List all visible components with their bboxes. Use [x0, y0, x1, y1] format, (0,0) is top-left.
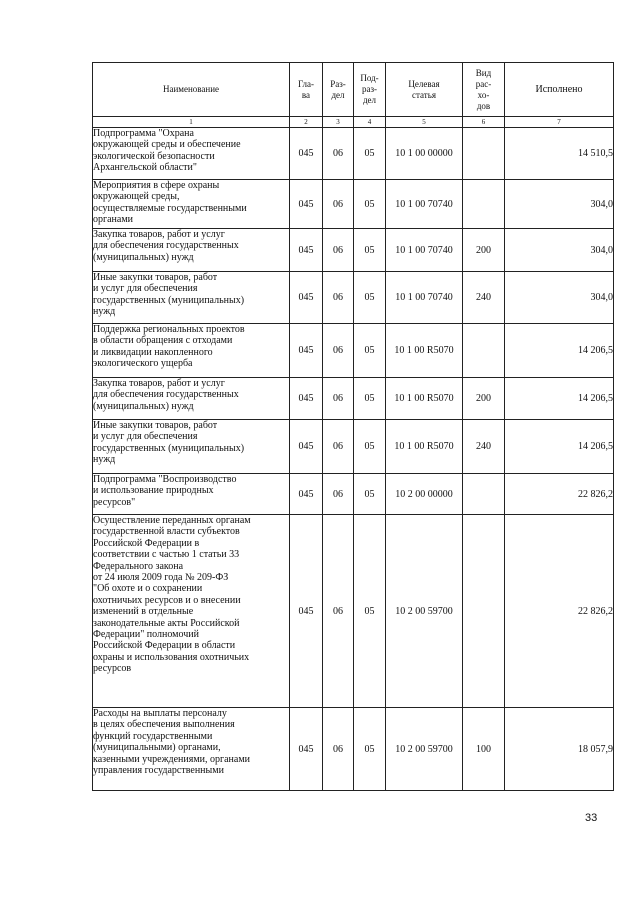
row-celevaya: 10 1 00 70740: [386, 272, 463, 324]
row-vid: [463, 515, 505, 708]
budget-table: [92, 62, 614, 791]
row-razdel: 06: [323, 128, 354, 180]
table-row: [93, 515, 614, 708]
row-glava: 045: [290, 515, 323, 708]
row-name: Закупка товаров, работ и услуг для обеспечения государственных (муниципальных) нужд: [93, 378, 290, 420]
header-ispolneno: Исполнено: [505, 63, 614, 117]
row-razdel: 06: [323, 708, 354, 791]
row-razdel: 06: [323, 180, 354, 229]
row-podrazdel: 05: [354, 180, 386, 229]
row-celevaya: 10 1 00 70740: [386, 180, 463, 229]
header-vid: Вид рас- хо- дов: [463, 63, 505, 117]
row-razdel: 06: [323, 474, 354, 515]
row-razdel: 06: [323, 229, 354, 272]
header-row: [93, 63, 614, 117]
row-vid: [463, 128, 505, 180]
row-vid: 240: [463, 420, 505, 474]
row-glava: 045: [290, 229, 323, 272]
row-ispolneno: 304,0: [505, 180, 614, 229]
row-razdel: 06: [323, 324, 354, 378]
row-name: Подпрограмма "Охрана окружающей среды и обеспечение экологической безопасности Архангельской области": [93, 128, 290, 180]
row-ispolneno: 22 826,2: [505, 515, 614, 708]
header-podrazdel: Под- раз- дел: [354, 63, 386, 117]
row-glava: 045: [290, 128, 323, 180]
row-razdel: 06: [323, 420, 354, 474]
row-celevaya: 10 2 00 00000: [386, 474, 463, 515]
row-razdel: 06: [323, 272, 354, 324]
column-number: 1: [93, 117, 290, 128]
row-glava: 045: [290, 420, 323, 474]
column-number: 3: [323, 117, 354, 128]
header-glava: Гла- ва: [290, 63, 323, 117]
row-glava: 045: [290, 272, 323, 324]
column-number: 6: [463, 117, 505, 128]
table-row: [93, 708, 614, 791]
row-podrazdel: 05: [354, 272, 386, 324]
row-podrazdel: 05: [354, 708, 386, 791]
row-vid: 200: [463, 229, 505, 272]
row-celevaya: 10 1 00 R5070: [386, 420, 463, 474]
header-razdel: Раз- дел: [323, 63, 354, 117]
row-celevaya: 10 1 00 00000: [386, 128, 463, 180]
table-row: [93, 420, 614, 474]
row-ispolneno: 14 510,5: [505, 128, 614, 180]
table-row: [93, 128, 614, 180]
column-number: 5: [386, 117, 463, 128]
table-row: [93, 378, 614, 420]
page-number: 33: [585, 812, 598, 824]
column-number: 2: [290, 117, 323, 128]
row-ispolneno: 14 206,5: [505, 378, 614, 420]
table-row: [93, 324, 614, 378]
row-name: Мероприятия в сфере охраны окружающей среды, осуществляемые государственными органами: [93, 180, 290, 229]
row-name: Осуществление переданных органам государственной власти субъектов Российской Федерации в соответствии с частью 1 статьи 33 Федерального закона от 24 июля 2009 года № 209-ФЗ "Об охоте и о сохранении охотничьих ресурсов и о внесении изменений в отдельные законодательные акты Российской Федерации" полномочий Российской Федерации в области охраны и использования охотничьих ресурсов: [93, 515, 290, 708]
row-ispolneno: 304,0: [505, 272, 614, 324]
table-row: [93, 229, 614, 272]
column-number-row: [93, 117, 614, 128]
row-ispolneno: 14 206,5: [505, 324, 614, 378]
row-podrazdel: 05: [354, 378, 386, 420]
row-podrazdel: 05: [354, 420, 386, 474]
row-name: Подпрограмма "Воспроизводство и использование природных ресурсов": [93, 474, 290, 515]
column-number: 7: [505, 117, 614, 128]
row-ispolneno: 22 826,2: [505, 474, 614, 515]
row-celevaya: 10 1 00 R5070: [386, 324, 463, 378]
row-celevaya: 10 1 00 R5070: [386, 378, 463, 420]
row-podrazdel: 05: [354, 324, 386, 378]
table-row: [93, 180, 614, 229]
header-name: Наименование: [93, 63, 290, 117]
row-name: Иные закупки товаров, работ и услуг для обеспечения государственных (муниципальных) нужд: [93, 420, 290, 474]
row-name: Закупка товаров, работ и услуг для обеспечения государственных (муниципальных) нужд: [93, 229, 290, 272]
row-vid: 100: [463, 708, 505, 791]
row-name: Расходы на выплаты персоналу в целях обеспечения выполнения функций государственными (муниципальными) органами, казенными учреждениями, органами управления государственными: [93, 708, 290, 791]
header-celevaya: Целевая статья: [386, 63, 463, 117]
row-razdel: 06: [323, 378, 354, 420]
row-name: Поддержка региональных проектов в области обращения с отходами и ликвидации накопленного экологического ущерба: [93, 324, 290, 378]
row-vid: [463, 180, 505, 229]
row-vid: 200: [463, 378, 505, 420]
row-podrazdel: 05: [354, 229, 386, 272]
table-row: [93, 272, 614, 324]
row-podrazdel: 05: [354, 474, 386, 515]
row-celevaya: 10 1 00 70740: [386, 229, 463, 272]
row-name: Иные закупки товаров, работ и услуг для обеспечения государственных (муниципальных) нужд: [93, 272, 290, 324]
row-vid: [463, 324, 505, 378]
row-podrazdel: 05: [354, 515, 386, 708]
row-glava: 045: [290, 708, 323, 791]
row-razdel: 06: [323, 515, 354, 708]
row-celevaya: 10 2 00 59700: [386, 708, 463, 791]
row-glava: 045: [290, 378, 323, 420]
row-podrazdel: 05: [354, 128, 386, 180]
row-ispolneno: 18 057,9: [505, 708, 614, 791]
row-glava: 045: [290, 180, 323, 229]
row-glava: 045: [290, 474, 323, 515]
column-number: 4: [354, 117, 386, 128]
row-ispolneno: 14 206,5: [505, 420, 614, 474]
row-glava: 045: [290, 324, 323, 378]
row-ispolneno: 304,0: [505, 229, 614, 272]
table-row: [93, 474, 614, 515]
row-vid: 240: [463, 272, 505, 324]
row-celevaya: 10 2 00 59700: [386, 515, 463, 708]
row-vid: [463, 474, 505, 515]
